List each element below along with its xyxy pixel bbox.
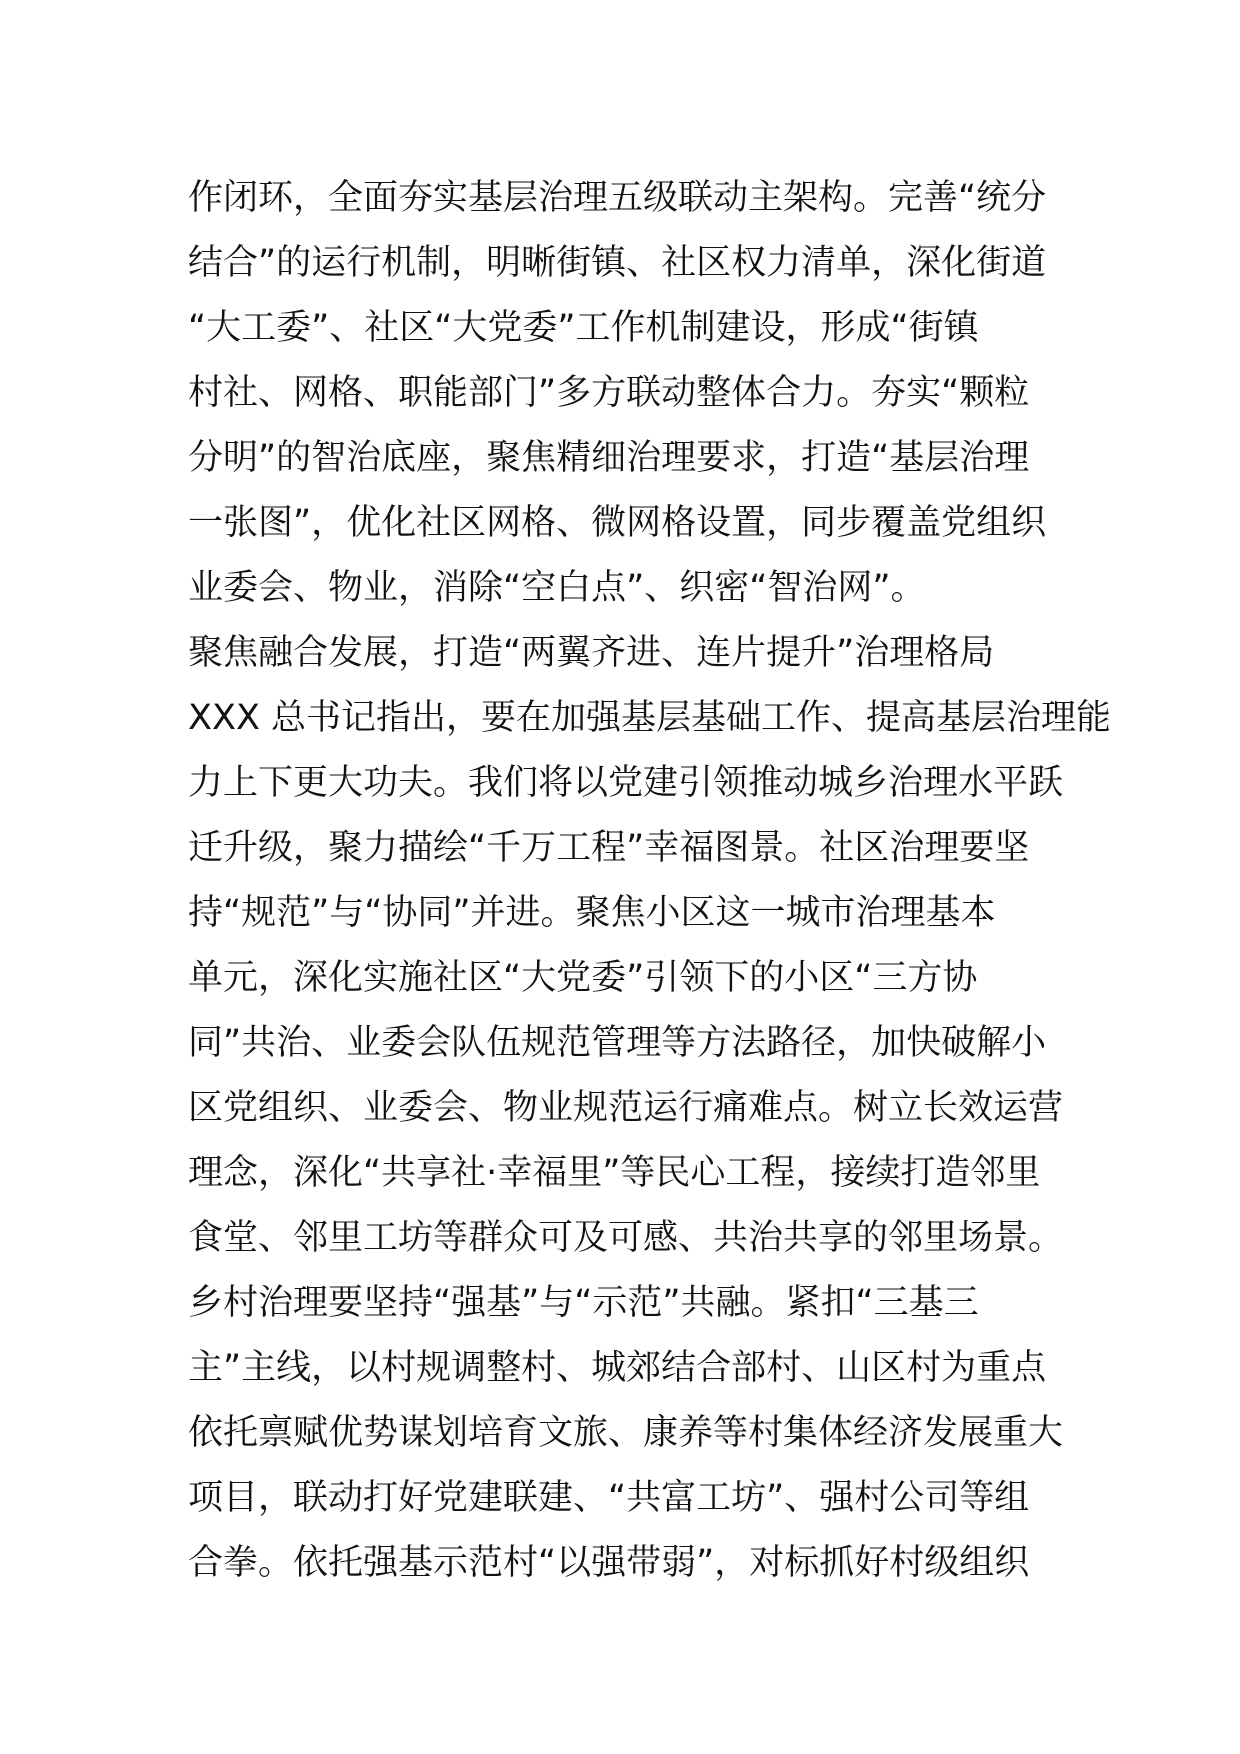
text-line: 单元，深化实施社区“大党委”引领下的小区“三方协 [188,958,978,998]
text-line: 村社、网格、职能部门”多方联动整体合力。夯实“颗粒 [188,373,1030,413]
body-text [188,166,1112,1596]
text-line: XXX 总书记指出，要在加强基层基础工作、提高基层治理能 [188,698,1112,738]
text-line: 主”主线，以村规调整村、城郊结合部村、山区村为重点 [188,1348,1047,1388]
text-line: 力上下更大功夫。我们将以党建引领推动城乡治理水平跃 [188,763,1064,803]
text-line: 业委会、物业，消除“空白点”、织密“智治网”。 [188,568,926,608]
text-line: 结合”的运行机制，明晰街镇、社区权力清单，深化街道 [188,243,1047,283]
text-line: 持“规范”与“协同”并进。聚焦小区这一城市治理基本 [188,893,996,933]
text-line: 食堂、邻里工坊等群众可及可感、共治共享的邻里场景。 [188,1218,1064,1258]
text-line: 依托禀赋优势谋划培育文旅、康养等村集体经济发展重大 [188,1413,1064,1453]
text-line: 一张图”，优化社区网格、微网格设置，同步覆盖党组织 [188,503,1047,543]
section-heading: 聚焦融合发展，打造“两翼齐进、连片提升”治理格局 [188,633,995,673]
text-line: “大工委”、社区“大党委”工作机制建设，形成“街镇 [188,308,979,348]
text-line: 区党组织、业委会、物业规范运行痛难点。树立长效运营 [188,1088,1064,1128]
text-line: 作闭环，全面夯实基层治理五级联动主架构。完善“统分 [188,178,1047,218]
text-line: 迁升级，聚力描绘“千万工程”幸福图景。社区治理要坚 [188,828,1030,868]
text-line: 合拳。依托强基示范村“以强带弱”，对标抓好村级组织 [188,1543,1030,1583]
text-line: 理念，深化“共享社·幸福里”等民心工程，接续打造邻里 [188,1153,1041,1193]
text-line: 项目，联动打好党建联建、“共富工坊”、强村公司等组 [188,1478,1030,1518]
text-line: 同”共治、业委会队伍规范管理等方法路径，加快破解小 [188,1023,1047,1063]
text-line: 分明”的智治底座，聚焦精细治理要求，打造“基层治理 [188,438,1030,478]
text-line: 乡村治理要坚持“强基”与“示范”共融。紧扣“三基三 [188,1283,979,1323]
